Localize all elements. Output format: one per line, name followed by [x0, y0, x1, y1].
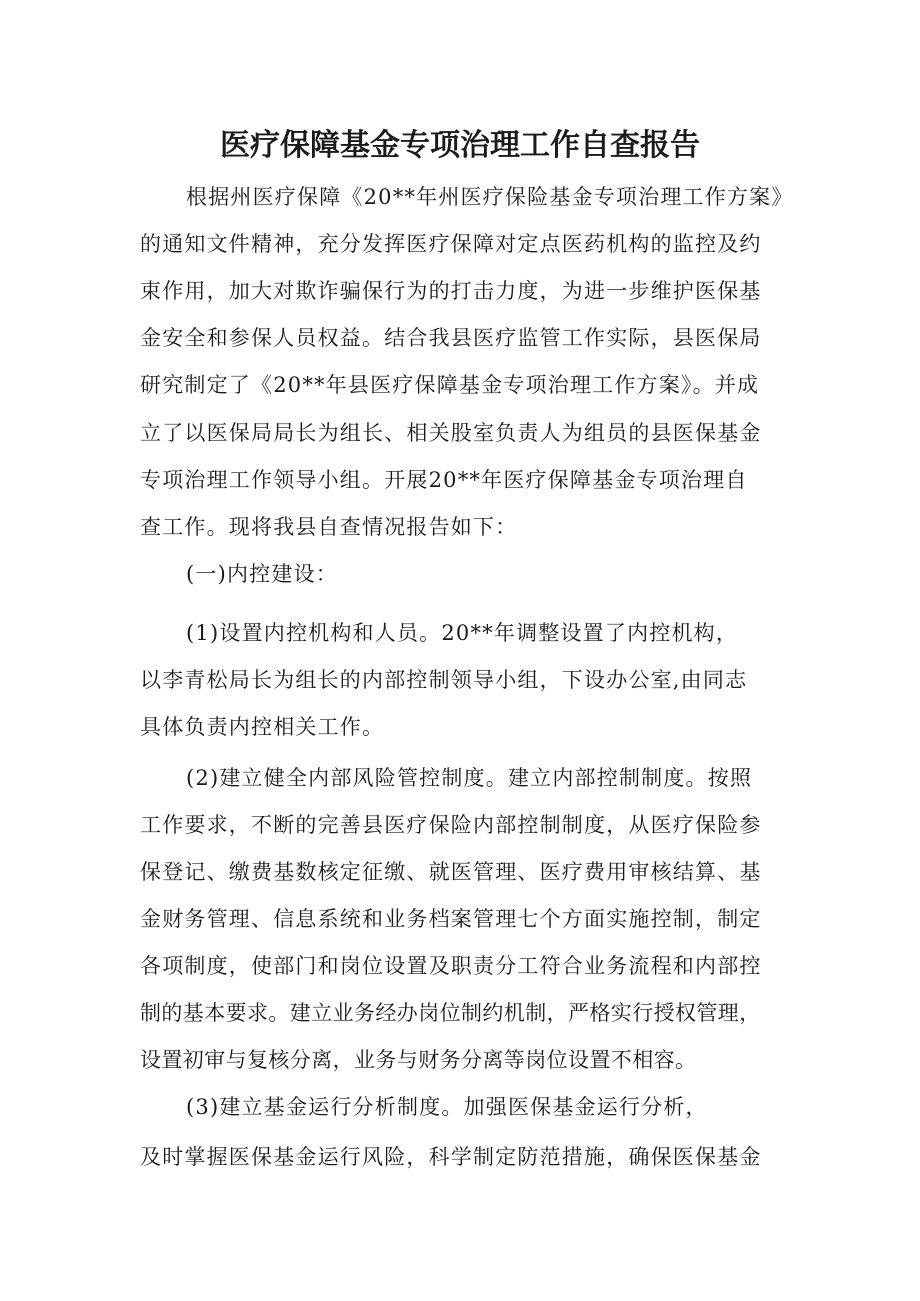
paragraph-line: 设置初审与复核分离，业务与财务分离等岗位设置不相容。 [140, 1048, 697, 1072]
paragraph-line: 研究制定了《20**年县医疗保障基金专项治理工作方案》。并成 [140, 373, 760, 397]
paragraph-line: 立了以医保局局长为组长、相关股室负责人为组员的县医保基金 [140, 421, 762, 445]
paragraph-line: 的通知文件精神，充分发挥医疗保障对定点医药机构的监控及约 [140, 232, 762, 256]
paragraph-line: (1)设置内控机构和人员。20**年调整设置了内控机构， [186, 621, 739, 645]
paragraph-line: (2)建立健全内部风险管控制度。建立内部控制制度。按照 [186, 766, 753, 790]
paragraph-line: 以李青松局长为组长的内部控制领导小组，下设办公室,由同志 [140, 668, 748, 692]
document-title: 医疗保障基金专项治理工作自查报告 [220, 128, 700, 163]
paragraph-line: 各项制度，使部门和岗位设置及职责分工符合业务流程和内部控 [140, 954, 762, 978]
paragraph-line: 及时掌握医保基金运行风险，科学制定防范措施，确保医保基金 [140, 1145, 762, 1169]
paragraph-line: 制的基本要求。建立业务经办岗位制约机制，严格实行授权管理， [140, 1001, 761, 1025]
paragraph-line: 工作要求，不断的完善县医疗保险内部控制制度，从医疗保险参 [140, 813, 762, 837]
paragraph-line: 根据州医疗保障《20**年州医疗保险基金专项治理工作方案》 [186, 185, 794, 209]
paragraph-line: 专项治理工作领导小组。开展20**年医疗保障基金专项治理自 [140, 468, 748, 492]
paragraph-line: 保登记、缴费基数核定征缴、就医管理、医疗费用审核结算、基 [140, 860, 762, 884]
paragraph-line: 金安全和参保人员权益。结合我县医疗监管工作实际，县医保局 [140, 326, 762, 350]
paragraph-line: 具体负责内控相关工作。 [140, 715, 385, 739]
section-heading: (一)内控建设： [186, 562, 338, 586]
paragraph-line: 查工作。现将我县自查情况报告如下： [140, 515, 518, 539]
paragraph-line: 金财务管理、信息系统和业务档案管理七个方面实施控制，制定 [140, 907, 762, 931]
paragraph-line: 束作用，加大对欺诈骗保行为的打击力度，为进一步维护医保基 [140, 279, 762, 303]
paragraph-line: (3)建立基金运行分析制度。加强医保基金运行分析， [186, 1095, 708, 1119]
